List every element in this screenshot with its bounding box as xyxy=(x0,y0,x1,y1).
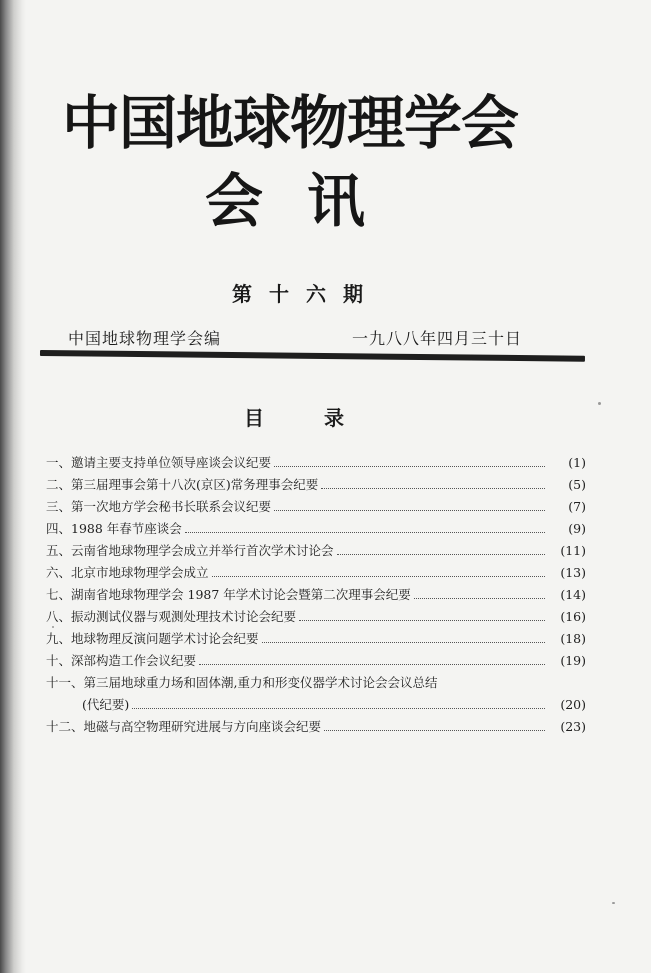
toc-item-number: 五、 xyxy=(46,543,72,558)
toc-item xyxy=(46,452,586,474)
toc-leader-dots xyxy=(321,476,545,489)
toc-item-number: 一、 xyxy=(46,455,72,470)
toc-leader-dots xyxy=(274,498,545,511)
header-rule xyxy=(40,350,585,362)
toc-item-page: (11) xyxy=(560,543,586,558)
toc-leader-dots xyxy=(324,718,545,731)
toc-item xyxy=(46,496,586,518)
toc-item-title: 第三届地球重力场和固体潮,重力和形变仪器学术讨论会会议总结 xyxy=(83,675,438,690)
toc-item-number: 十一、 xyxy=(46,675,84,690)
toc-item-number: 四、 xyxy=(46,521,72,536)
toc-item-number: 二、 xyxy=(46,477,72,492)
toc-item-number: 七、 xyxy=(46,587,72,602)
toc-item xyxy=(46,716,586,738)
newsletter-title: 中国地球物理学会 xyxy=(62,89,519,157)
toc-leader-dots xyxy=(212,564,545,577)
toc-item-page: (5) xyxy=(568,477,586,492)
binding-edge xyxy=(0,0,26,973)
toc-leader-dots xyxy=(185,520,545,533)
toc-item-number: 九、 xyxy=(46,631,72,646)
toc-item-title: (代纪要) xyxy=(82,697,130,712)
toc-leader-dots xyxy=(199,652,545,665)
toc-leader-dots xyxy=(262,630,545,643)
toc-item xyxy=(46,474,586,496)
toc-item-title: 北京市地球物理学会成立 xyxy=(71,565,209,580)
toc-item-continuation xyxy=(46,694,586,716)
toc-leader-dots xyxy=(337,542,545,555)
scan-speck xyxy=(612,902,615,904)
toc-item-title: 云南省地球物理学会成立并举行首次学术讨论会 xyxy=(71,543,334,558)
toc-item-title: 湖南省地球物理学会 1987 年学术讨论会暨第二次理事会纪要 xyxy=(71,587,411,602)
toc-item-title: 地球物理反演问题学术讨论会纪要 xyxy=(71,631,259,646)
toc-item xyxy=(46,584,586,606)
newsletter-subtitle: 会讯 xyxy=(205,167,410,235)
toc-item-title: 第一次地方学会秘书长联系会议纪要 xyxy=(71,499,272,514)
toc-item-title: 第三届理事会第十八次(京区)常务理事会纪要 xyxy=(71,477,319,492)
toc-heading: 目录 xyxy=(244,406,404,430)
toc-item xyxy=(46,628,586,650)
toc-item-number: 三、 xyxy=(46,499,72,514)
toc-item-number: 十二、 xyxy=(46,719,84,734)
toc-item-page: (1) xyxy=(568,455,586,470)
toc-item xyxy=(46,606,586,628)
toc-item-title: 邀请主要支持单位领导座谈会议纪要 xyxy=(71,455,272,470)
toc-item-title: 振动测试仪器与观测处理技术讨论会纪要 xyxy=(71,609,297,624)
toc-item xyxy=(46,562,586,584)
editor-line: 中国地球物理学会编 xyxy=(68,329,222,348)
toc-item-page: (23) xyxy=(560,719,586,734)
toc-item-title: 深部构造工作会议纪要 xyxy=(71,653,197,668)
toc-item xyxy=(46,518,586,540)
toc-item xyxy=(46,540,586,562)
toc-leader-dots xyxy=(414,586,545,599)
toc-item-number: 十、 xyxy=(46,653,72,668)
toc-item-title: 1988 年春节座谈会 xyxy=(71,521,182,536)
toc-item-number: 八、 xyxy=(46,609,72,624)
toc-leader-dots xyxy=(274,454,545,467)
toc-item-title: 地磁与高空物理研究进展与方向座谈会纪要 xyxy=(83,719,322,734)
toc-leader-dots xyxy=(299,608,545,621)
toc-leader-dots xyxy=(132,696,545,709)
toc-item-page: (18) xyxy=(560,631,586,646)
issue-number: 第十六期 xyxy=(232,282,380,306)
scan-speck xyxy=(52,626,54,628)
publication-date: 一九八八年四月三十日 xyxy=(352,329,523,348)
toc-item-page: (16) xyxy=(560,609,586,624)
toc-item xyxy=(46,672,586,694)
toc-item-number: 六、 xyxy=(46,565,72,580)
table-of-contents xyxy=(46,452,586,738)
toc-item xyxy=(46,650,586,672)
scan-speck xyxy=(598,402,601,405)
toc-item-page: (7) xyxy=(568,499,586,514)
toc-item-page: (20) xyxy=(560,697,586,712)
toc-item-page: (14) xyxy=(560,587,586,602)
toc-item-page: (13) xyxy=(560,565,586,580)
toc-item-page: (19) xyxy=(560,653,586,668)
toc-item-page: (9) xyxy=(568,521,586,536)
